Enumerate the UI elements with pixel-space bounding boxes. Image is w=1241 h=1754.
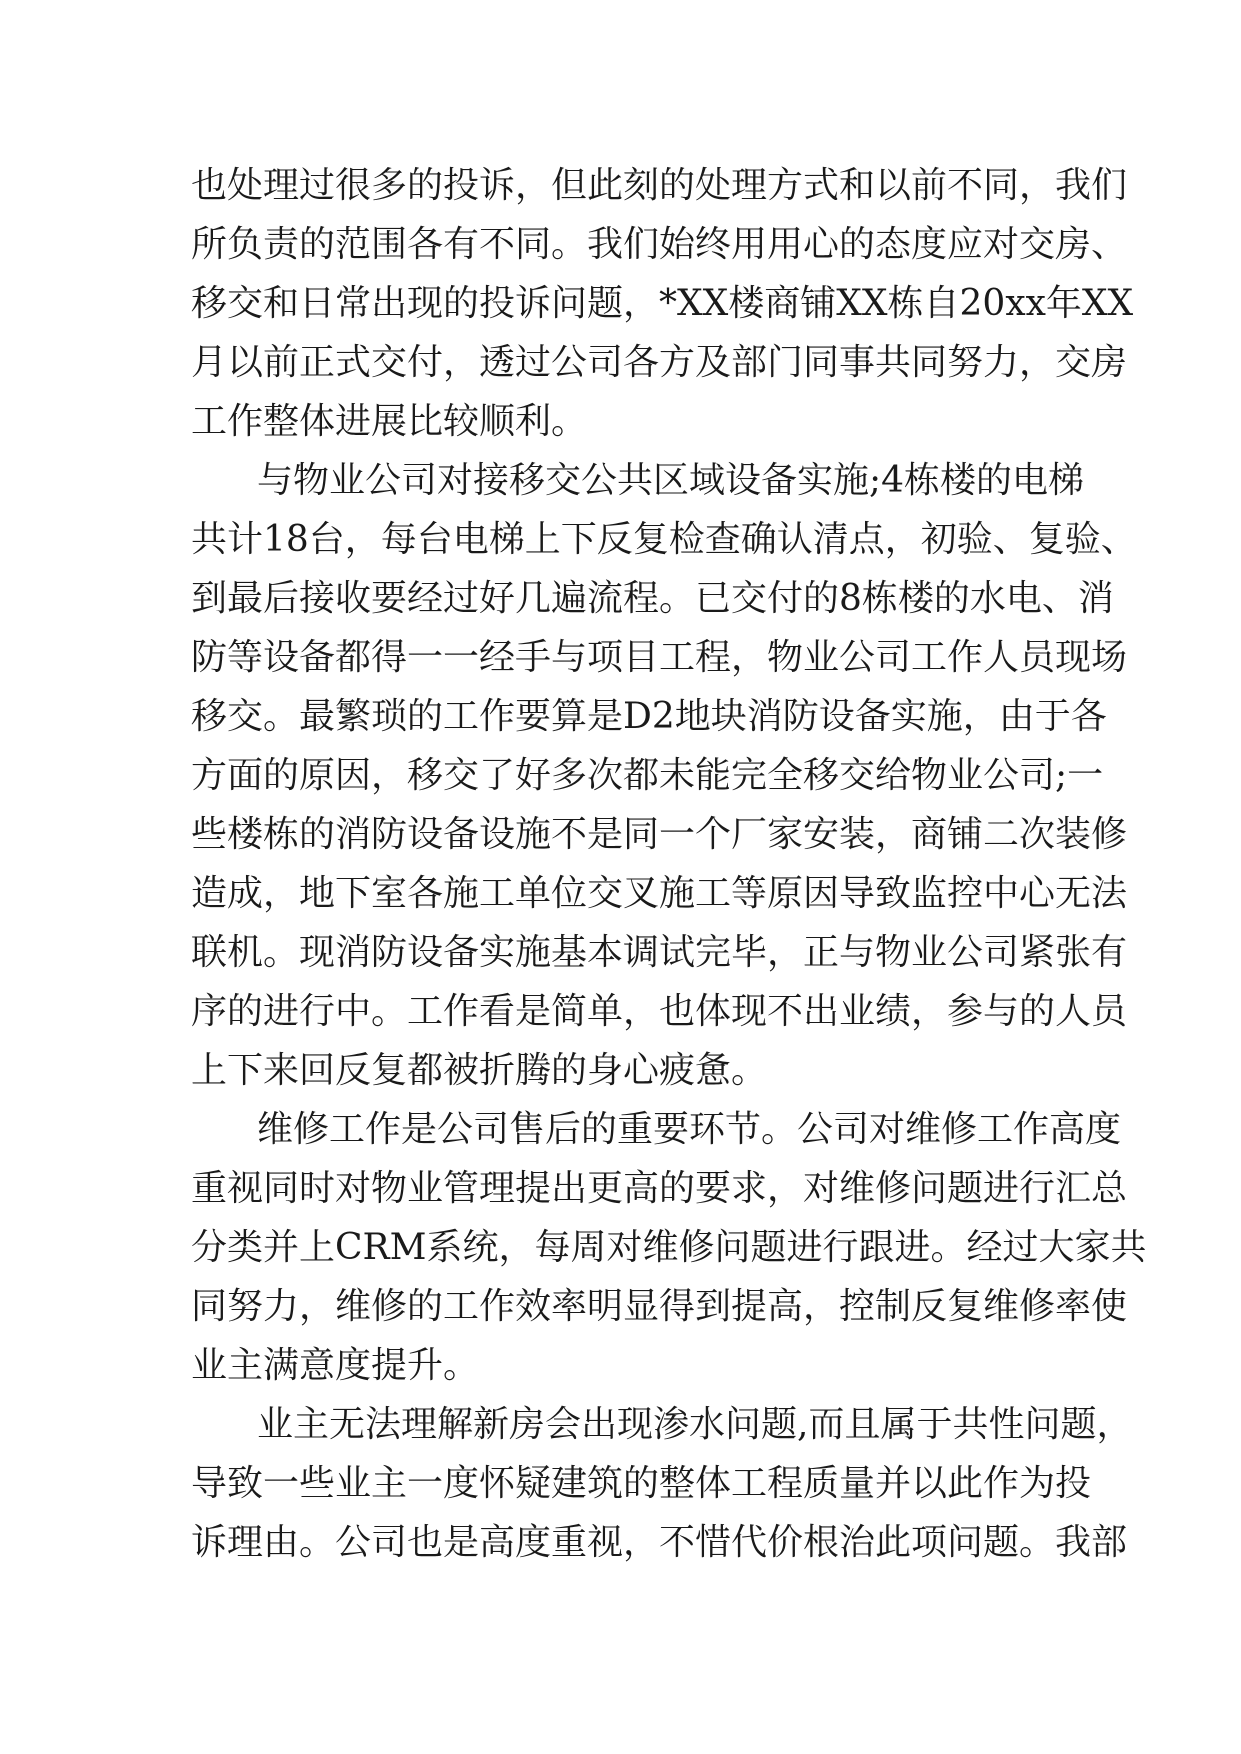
paragraph-line: 移交。最繁琐的工作要算是D2地块消防设备实施，由于各 [191, 696, 1107, 737]
paragraph-line: 造成，地下室各施工单位交叉施工等原因导致监控中心无法 [191, 873, 1128, 914]
paragraph-line: 也处理过很多的投诉，但此刻的处理方式和以前不同，我们 [191, 165, 1128, 206]
paragraph-line: 些楼栋的消防设备设施不是同一个厂家安装，商铺二次装修 [191, 814, 1128, 855]
paragraph-line: 业主无法理解新房会出现渗水问题,而且属于共性问题， [257, 1404, 1133, 1445]
paragraph-line: 方面的原因，移交了好多次都未能完全移交给物业公司;一 [191, 755, 1104, 796]
paragraph-line: 同努力，维修的工作效率明显得到提高，控制反复维修率使 [191, 1286, 1128, 1327]
paragraph-line: 诉理由。公司也是高度重视，不惜代价根治此项问题。我部 [191, 1522, 1128, 1563]
paragraph-line: 与物业公司对接移交公共区域设备实施;4栋楼的电梯 [257, 460, 1085, 501]
paragraph-line: 分类并上CRM系统，每周对维修问题进行跟进。经过大家共 [191, 1227, 1147, 1268]
paragraph-line: 维修工作是公司售后的重要环节。公司对维修工作高度 [257, 1109, 1122, 1150]
paragraph-line: 共计18台，每台电梯上下反复检查确认清点，初验、复验、 [191, 519, 1137, 560]
paragraph-line: 移交和日常出现的投诉问题，*XX楼商铺XX栋自20xx年XX [191, 283, 1134, 324]
paragraph-line: 业主满意度提升。 [191, 1345, 480, 1386]
paragraph-line: 导致一些业主一度怀疑建筑的整体工程质量并以此作为投 [191, 1463, 1092, 1504]
paragraph-line: 序的进行中。工作看是简单，也体现不出业绩，参与的人员 [191, 991, 1128, 1032]
paragraph-line: 重视同时对物业管理提出更高的要求，对维修问题进行汇总 [191, 1168, 1128, 1209]
paragraph-line: 工作整体进展比较顺利。 [191, 401, 588, 442]
body-text [191, 156, 1147, 1572]
paragraph-line: 联机。现消防设备实施基本调试完毕，正与物业公司紧张有 [191, 932, 1128, 973]
paragraph-line: 到最后接收要经过好几遍流程。已交付的8栋楼的水电、消 [191, 578, 1114, 619]
paragraph-line: 防等设备都得一一经手与项目工程，物业公司工作人员现场 [191, 637, 1128, 678]
paragraph-line: 所负责的范围各有不同。我们始终用用心的态度应对交房、 [191, 224, 1128, 265]
paragraph-line: 月以前正式交付，透过公司各方及部门同事共同努力，交房 [191, 342, 1128, 383]
paragraph-line: 上下来回反复都被折腾的身心疲惫。 [191, 1050, 768, 1091]
